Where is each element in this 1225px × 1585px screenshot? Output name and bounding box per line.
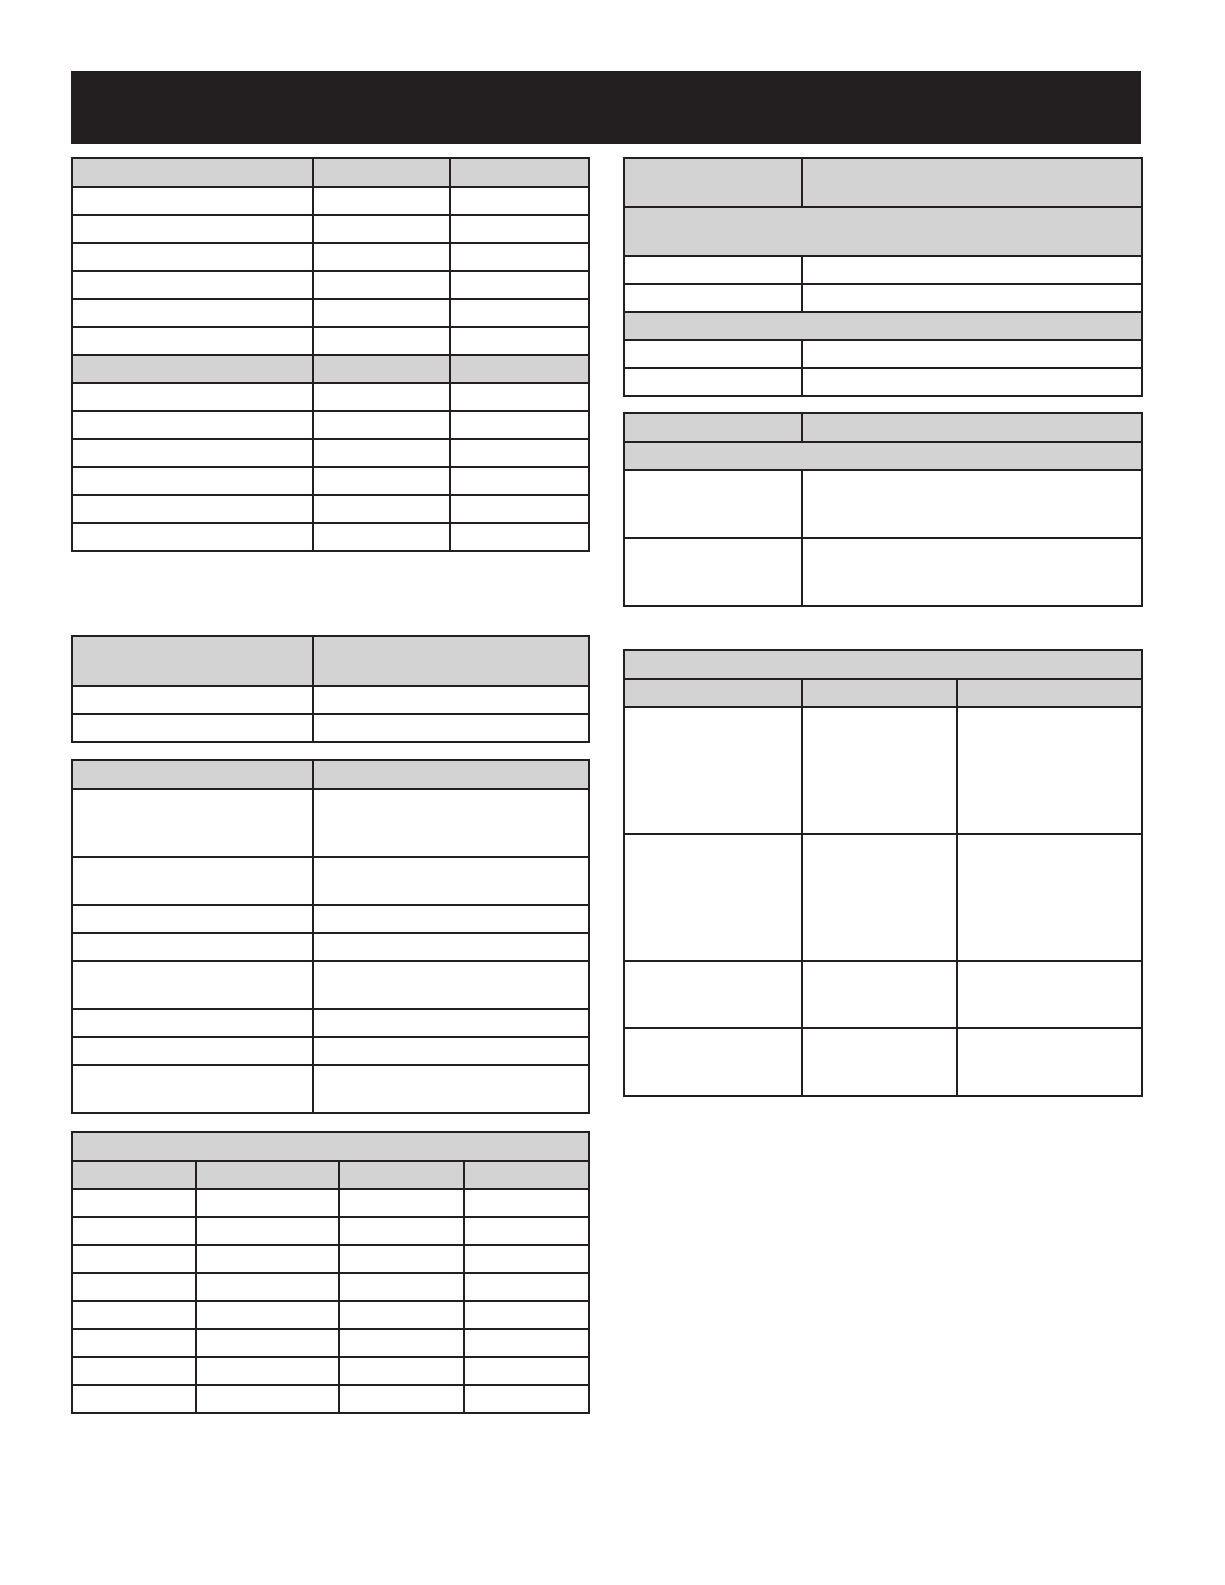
table-cell (313, 686, 589, 714)
table-cell (72, 467, 313, 495)
table-header-row (624, 413, 1142, 442)
table-cell (802, 158, 1142, 207)
table-cell (72, 1161, 196, 1189)
table-section-row (624, 207, 1142, 256)
table-cell (450, 523, 589, 551)
table-cell (450, 411, 589, 439)
table-cell (464, 1161, 589, 1189)
table-cell (624, 368, 802, 396)
table-cell (72, 495, 313, 523)
table-cell (196, 1273, 339, 1301)
table-header-row (624, 158, 1142, 207)
table-row (624, 538, 1142, 606)
table-cell (339, 1385, 464, 1413)
table-row (72, 714, 589, 742)
table-subheader-row (72, 355, 589, 383)
table-row (72, 905, 589, 933)
table-cell (72, 411, 313, 439)
table-cell (802, 679, 957, 707)
table-cell (72, 383, 313, 411)
table-row (624, 256, 1142, 284)
table-cell (313, 243, 450, 271)
table-cell (72, 299, 313, 327)
table-cell (72, 1132, 589, 1161)
table-cell (72, 961, 313, 1009)
table-cell (957, 961, 1142, 1028)
table-cell (802, 470, 1142, 538)
table-cell (450, 439, 589, 467)
table-header-row (72, 760, 589, 789)
table-row (624, 961, 1142, 1028)
table-cell (802, 538, 1142, 606)
table-row (72, 299, 589, 327)
table-cell (464, 1385, 589, 1413)
table-cell (72, 355, 313, 383)
table-cell (72, 1009, 313, 1037)
table-cell (802, 368, 1142, 396)
spec-table-c (71, 759, 590, 1114)
table-cell (802, 256, 1142, 284)
table-cell (196, 1301, 339, 1329)
table-cell (802, 834, 957, 961)
spec-table-a (71, 157, 590, 552)
table-cell (72, 1037, 313, 1065)
table-cell (196, 1385, 339, 1413)
table-cell (624, 961, 802, 1028)
table-row (624, 834, 1142, 961)
table-cell (464, 1357, 589, 1385)
table-cell (450, 327, 589, 355)
table-cell (624, 207, 1142, 256)
table-cell (624, 312, 1142, 340)
table-row (72, 1301, 589, 1329)
table-cell (196, 1245, 339, 1273)
table-cell (313, 1065, 589, 1113)
table-row (72, 383, 589, 411)
table-row (624, 470, 1142, 538)
table-cell (464, 1245, 589, 1273)
table-cell (313, 158, 450, 187)
table-cell (802, 707, 957, 834)
table-cell (624, 413, 802, 442)
table-section-row (624, 312, 1142, 340)
table-cell (72, 1329, 196, 1357)
table-row (72, 961, 589, 1009)
table-cell (624, 256, 802, 284)
table-cell (313, 187, 450, 215)
table-cell (72, 636, 313, 686)
table-row (72, 271, 589, 299)
table-row (72, 243, 589, 271)
table-row (72, 187, 589, 215)
table-cell (957, 834, 1142, 961)
page-header-banner (71, 71, 1141, 144)
table-cell (72, 933, 313, 961)
table-cell (313, 1009, 589, 1037)
table-cell (957, 1028, 1142, 1096)
table-cell (802, 413, 1142, 442)
table-cell (313, 760, 589, 789)
table-cell (72, 1357, 196, 1385)
table-cell (802, 340, 1142, 368)
table-cell (72, 857, 313, 905)
table-cell (313, 933, 589, 961)
table-cell (450, 243, 589, 271)
table-row (72, 327, 589, 355)
table-row (72, 1065, 589, 1113)
table-cell (196, 1161, 339, 1189)
table-cell (313, 905, 589, 933)
table-cell (313, 383, 450, 411)
table-section-row (624, 442, 1142, 470)
table-cell (313, 961, 589, 1009)
spec-table-e (623, 157, 1143, 397)
table-cell (450, 383, 589, 411)
table-cell (196, 1357, 339, 1385)
table-cell (313, 215, 450, 243)
table-header-row (72, 158, 589, 187)
table-cell (72, 1385, 196, 1413)
table-cell (313, 299, 450, 327)
table-row (624, 707, 1142, 834)
table-title-row (72, 1132, 589, 1161)
table-cell (313, 411, 450, 439)
table-cell (450, 467, 589, 495)
table-cell (450, 215, 589, 243)
table-cell (72, 439, 313, 467)
table-cell (957, 679, 1142, 707)
table-cell (339, 1357, 464, 1385)
table-row (624, 1028, 1142, 1096)
table-cell (72, 789, 313, 857)
table-cell (450, 495, 589, 523)
table-cell (72, 905, 313, 933)
table-cell (339, 1245, 464, 1273)
table-cell (313, 439, 450, 467)
table-cell (72, 243, 313, 271)
table-cell (72, 1301, 196, 1329)
table-row (72, 1245, 589, 1273)
table-cell (196, 1217, 339, 1245)
table-row (72, 686, 589, 714)
table-row (72, 1329, 589, 1357)
table-cell (313, 523, 450, 551)
table-cell (624, 834, 802, 961)
table-cell (450, 187, 589, 215)
table-cell (313, 857, 589, 905)
table-cell (450, 271, 589, 299)
table-cell (72, 327, 313, 355)
table-cell (450, 299, 589, 327)
table-row (72, 467, 589, 495)
table-cell (450, 355, 589, 383)
table-row (624, 340, 1142, 368)
table-row (72, 1217, 589, 1245)
table-cell (624, 650, 1142, 679)
table-cell (313, 495, 450, 523)
table-cell (72, 271, 313, 299)
table-cell (196, 1189, 339, 1217)
table-header-row (72, 1161, 589, 1189)
table-cell (72, 760, 313, 789)
table-cell (72, 1189, 196, 1217)
table-cell (464, 1301, 589, 1329)
table-cell (72, 686, 313, 714)
table-row (624, 284, 1142, 312)
table-cell (72, 714, 313, 742)
table-cell (313, 636, 589, 686)
table-cell (624, 340, 802, 368)
table-cell (339, 1273, 464, 1301)
table-cell (624, 538, 802, 606)
table-cell (313, 714, 589, 742)
table-row (72, 1189, 589, 1217)
table-cell (313, 355, 450, 383)
table-row (72, 789, 589, 857)
spec-table-b (71, 635, 590, 743)
table-cell (802, 1028, 957, 1096)
table-row (72, 495, 589, 523)
table-cell (464, 1329, 589, 1357)
table-cell (313, 467, 450, 495)
table-cell (72, 1273, 196, 1301)
table-cell (196, 1329, 339, 1357)
table-cell (957, 707, 1142, 834)
table-cell (624, 707, 802, 834)
table-row (72, 1037, 589, 1065)
table-cell (72, 187, 313, 215)
table-header-row (72, 636, 589, 686)
table-cell (624, 1028, 802, 1096)
table-row (624, 368, 1142, 396)
table-cell (802, 284, 1142, 312)
table-row (72, 523, 589, 551)
table-cell (72, 1065, 313, 1113)
table-cell (72, 1245, 196, 1273)
table-cell (339, 1217, 464, 1245)
table-row (72, 411, 589, 439)
table-cell (339, 1189, 464, 1217)
table-cell (313, 789, 589, 857)
table-cell (624, 470, 802, 538)
table-row (72, 857, 589, 905)
table-cell (624, 284, 802, 312)
table-row (72, 1009, 589, 1037)
table-cell (464, 1189, 589, 1217)
table-row (72, 439, 589, 467)
table-cell (72, 1217, 196, 1245)
table-row (72, 1357, 589, 1385)
table-cell (624, 679, 802, 707)
table-cell (624, 442, 1142, 470)
table-cell (72, 215, 313, 243)
table-cell (72, 158, 313, 187)
table-cell (339, 1301, 464, 1329)
table-cell (802, 961, 957, 1028)
table-cell (313, 1037, 589, 1065)
table-cell (313, 327, 450, 355)
spec-table-g (623, 649, 1143, 1097)
table-header-row (624, 679, 1142, 707)
table-cell (339, 1161, 464, 1189)
table-cell (313, 271, 450, 299)
table-row (72, 1385, 589, 1413)
table-cell (624, 158, 802, 207)
table-cell (464, 1217, 589, 1245)
table-cell (450, 158, 589, 187)
table-row (72, 215, 589, 243)
table-cell (339, 1329, 464, 1357)
table-row (72, 1273, 589, 1301)
table-cell (464, 1273, 589, 1301)
table-cell (72, 523, 313, 551)
spec-table-f (623, 412, 1143, 607)
table-row (72, 933, 589, 961)
table-title-row (624, 650, 1142, 679)
spec-table-d (71, 1131, 590, 1414)
